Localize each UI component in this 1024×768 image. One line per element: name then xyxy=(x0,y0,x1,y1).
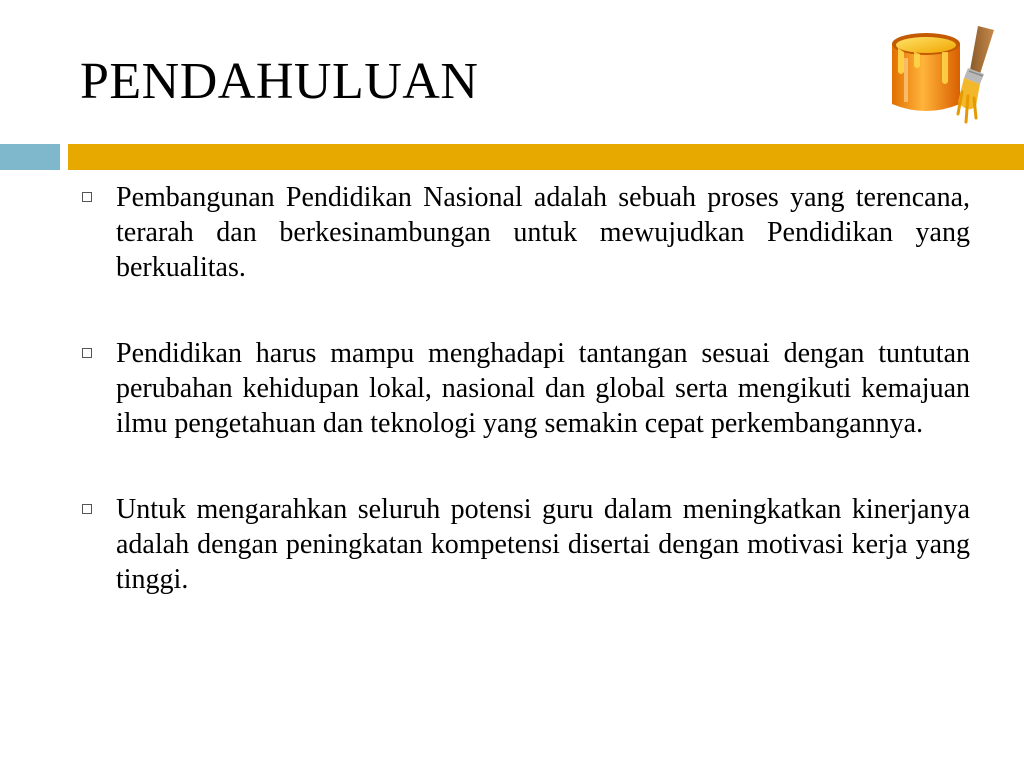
bullet-item xyxy=(80,336,970,441)
bullet-text: Pembangunan Pendidikan Nasional adalah sebuah proses yang terencana, terarah dan berkesinambungan untuk mewujudkan Pendidikan yang berkualitas. xyxy=(116,182,970,283)
bullet-list xyxy=(80,180,970,597)
square-bullet-icon xyxy=(82,348,92,358)
title-divider-left xyxy=(0,144,60,170)
paint-bucket-brush-icon xyxy=(884,22,1004,132)
square-bullet-icon xyxy=(82,504,92,514)
bullet-item xyxy=(80,492,970,597)
square-bullet-icon xyxy=(82,192,92,202)
bullet-text: Pendidikan harus mampu menghadapi tantangan sesuai dengan tuntutan perubahan kehidupan lokal, nasional dan global serta mengikuti kemajuan ilmu pengetahuan dan teknologi yang semakin cepat perkembangannya. xyxy=(116,338,970,439)
title-divider-right xyxy=(68,144,1024,170)
bullet-item xyxy=(80,180,970,285)
bullet-text: Untuk mengarahkan seluruh potensi guru dalam meningkatkan kinerjanya adalah dengan peningkatan kompetensi disertai dengan motivasi kerja yang tinggi. xyxy=(116,494,970,595)
slide-title: PENDAHULUAN xyxy=(80,53,479,110)
